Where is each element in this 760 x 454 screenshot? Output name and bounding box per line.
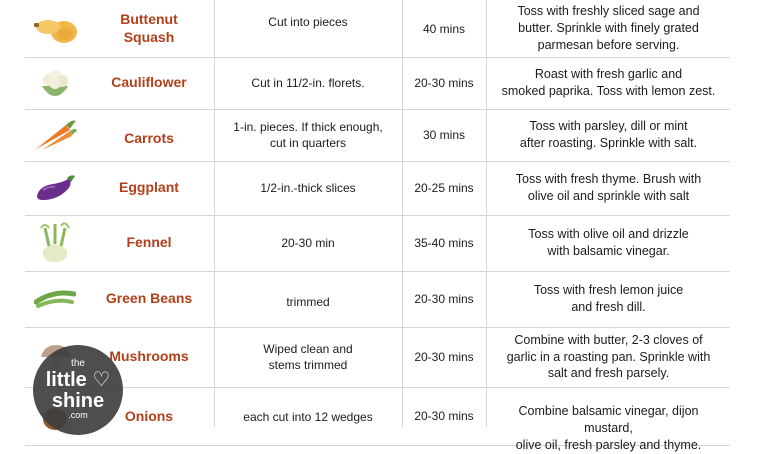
note-text	[522, 226, 695, 260]
table-row	[25, 109, 730, 162]
vegetable-name-cell	[85, 271, 213, 327]
vegetable-name	[120, 11, 178, 46]
note-line: Toss with fresh thyme. Brush with	[515, 172, 702, 187]
table-row	[25, 327, 730, 388]
icon-cell	[25, 271, 85, 327]
roasting-guide-table	[25, 0, 730, 452]
prep-text: trimmed	[286, 294, 330, 309]
table-row	[25, 387, 730, 452]
time-cell	[403, 271, 485, 327]
logo-text: little ♡	[45, 369, 111, 392]
note-line: Combine with butter, 2-3 cloves of	[514, 332, 703, 347]
icon-cell	[25, 57, 85, 109]
note-cell	[487, 57, 730, 109]
prep-cell	[215, 161, 401, 215]
note-line: parmesan before serving.	[537, 37, 680, 52]
cauliflower-icon	[38, 68, 72, 98]
roast-time: 20-30 mins	[414, 76, 474, 90]
vegetable-name	[111, 74, 186, 92]
time-cell	[403, 215, 485, 271]
note-cell	[487, 161, 730, 215]
vegetable-name-cell	[85, 109, 213, 161]
note-line: salt and fresh parsely.	[547, 366, 670, 381]
icon-cell	[25, 215, 85, 271]
note-line: Toss with fresh lemon juice	[533, 283, 684, 298]
note-line: Roast with fresh garlic and	[534, 67, 683, 82]
vegetable-name-line: Fennel	[126, 234, 172, 251]
table-row	[25, 57, 730, 110]
logo-text: shine	[51, 390, 105, 413]
fennel-icon	[35, 222, 75, 264]
green-beans-icon	[34, 288, 76, 310]
note-line: Toss with freshly sliced sage and	[517, 4, 700, 19]
note-cell	[487, 0, 730, 57]
logo-text: the	[71, 358, 85, 370]
vegetable-name-cell	[85, 57, 213, 109]
roast-time: 20-30 mins	[414, 350, 474, 364]
note-line: smoked paprika. Toss with lemon zest.	[501, 84, 716, 98]
note-line: with balsamic vinegar.	[547, 244, 670, 258]
note-line: olive oil and sprinkle with salt	[527, 189, 690, 203]
prep-cell	[215, 0, 401, 57]
time-cell	[403, 57, 485, 109]
vegetable-name-line: Carrots	[124, 129, 174, 146]
note-line: and fresh dill.	[571, 300, 646, 314]
vegetable-name-cell	[85, 215, 213, 271]
vegetable-name-line: Buttenut	[120, 11, 178, 27]
note-text	[510, 171, 707, 205]
note-line: Toss with olive oil and drizzle	[528, 227, 689, 242]
prep-text: 20-30 min	[281, 235, 335, 250]
roast-time: 20-25 mins	[414, 181, 474, 195]
prep-text: Wiped clean and	[263, 341, 353, 356]
table-row	[25, 0, 730, 58]
note-text	[511, 3, 705, 54]
note-text	[501, 332, 717, 383]
prep-cell	[215, 271, 401, 327]
note-text	[496, 66, 722, 100]
note-line: olive oil, fresh parsley and thyme.	[515, 437, 702, 452]
note-cell	[487, 327, 730, 387]
roast-time: 35-40 mins	[414, 236, 474, 250]
note-line: Combine balsamic vinegar, dijon mustard,	[518, 404, 699, 435]
prep-text: each cut into 12 wedges	[243, 410, 373, 424]
note-line: garlic in a roasting pan. Sprinkle with	[506, 349, 711, 364]
time-cell	[403, 387, 485, 445]
the-little-shine-logo	[33, 345, 123, 435]
prep-cell	[215, 57, 401, 109]
prep-text: 1/2-in.-thick slices	[260, 180, 356, 195]
prep-cell	[215, 109, 401, 161]
prep-text: cut in quarters	[269, 136, 347, 150]
vegetable-name	[106, 290, 192, 308]
prep-text: 1-in. pieces. If thick enough,	[233, 119, 383, 134]
note-cell	[487, 271, 730, 327]
carrot-icon	[32, 117, 78, 153]
icon-cell	[25, 109, 85, 161]
vegetable-name	[124, 130, 174, 148]
vegetable-name	[125, 408, 173, 426]
prep-text: Cut into pieces	[268, 15, 348, 29]
vegetable-name-line: Mushrooms	[109, 348, 189, 365]
prep-cell	[215, 387, 401, 445]
time-cell	[403, 109, 485, 161]
roast-time: 30 mins	[422, 128, 466, 142]
prep-text: Cut in 11/2-in. florets.	[251, 75, 365, 90]
table-row	[25, 271, 730, 328]
note-cell	[487, 215, 730, 271]
prep-cell	[215, 327, 401, 387]
prep-cell	[215, 215, 401, 271]
roast-time: 20-30 mins	[414, 409, 474, 423]
vegetable-name-line: Squash	[123, 28, 175, 45]
vegetable-name-line: Eggplant	[119, 179, 179, 196]
vegetable-name	[126, 234, 171, 252]
table-row	[25, 161, 730, 216]
vegetable-name	[119, 179, 179, 197]
butternut-squash-icon	[32, 12, 78, 46]
roast-time: 20-30 mins	[414, 292, 474, 306]
roast-time: 40 mins	[422, 21, 466, 36]
vegetable-name-line: Onions	[124, 408, 174, 424]
note-cell	[487, 387, 730, 452]
icon-cell	[25, 0, 85, 57]
time-cell	[403, 0, 485, 57]
vegetable-name-line: Green Beans	[105, 290, 193, 307]
vegetable-name-line: Cauliflower	[111, 74, 187, 91]
logo-text: .com	[68, 410, 88, 421]
icon-cell	[25, 161, 85, 215]
note-cell	[487, 109, 730, 161]
prep-text: stems trimmed	[268, 358, 348, 372]
eggplant-icon	[33, 172, 77, 204]
note-line: after roasting. Sprinkle with salt.	[519, 136, 698, 150]
note-text	[487, 403, 730, 454]
note-line: butter. Sprinkle with finely grated	[518, 21, 699, 36]
note-text	[528, 282, 689, 316]
table-row	[25, 215, 730, 272]
time-cell	[403, 327, 485, 387]
vegetable-name	[109, 348, 188, 366]
note-text	[514, 118, 703, 152]
vegetable-name-cell	[85, 0, 213, 57]
note-line: Toss with parsley, dill or mint	[529, 119, 688, 134]
time-cell	[403, 161, 485, 215]
vegetable-name-cell	[85, 161, 213, 215]
